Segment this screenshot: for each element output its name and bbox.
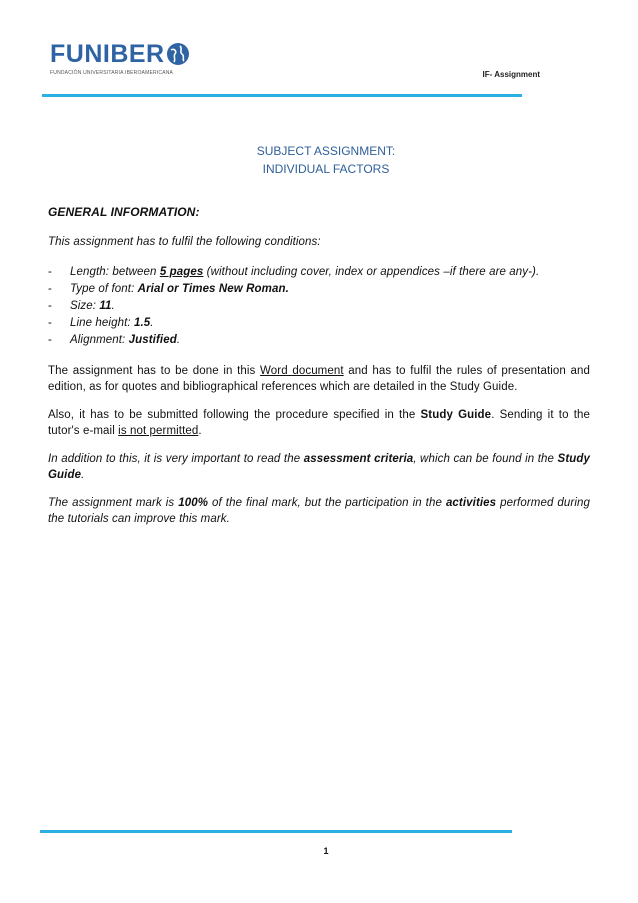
conditions-list bbox=[48, 264, 590, 349]
condition-text: Length: between bbox=[70, 266, 160, 278]
condition-text: . bbox=[176, 334, 181, 346]
paragraph-text: . bbox=[198, 425, 202, 437]
header-rule bbox=[42, 94, 522, 97]
condition-text: . bbox=[111, 300, 115, 312]
list-dash: - bbox=[48, 317, 52, 329]
paragraph-text: In addition to this, it is very important to read the bbox=[48, 453, 304, 465]
globe-icon bbox=[166, 42, 190, 66]
condition-text: Type of font: bbox=[70, 283, 138, 295]
condition-alignment bbox=[48, 332, 590, 349]
paragraph-bold: Study Guide bbox=[48, 453, 590, 481]
condition-length bbox=[48, 264, 590, 281]
list-dash: - bbox=[48, 334, 52, 346]
list-dash: - bbox=[48, 266, 52, 278]
condition-value: 11 bbox=[99, 300, 112, 312]
page-title bbox=[0, 142, 638, 178]
condition-text: Line height: bbox=[70, 317, 134, 329]
paragraph-text: , which can be found in the bbox=[413, 453, 558, 465]
title-line-2: INDIVIDUAL FACTORS bbox=[262, 162, 390, 176]
paragraph-word-document bbox=[48, 363, 590, 395]
paragraph-text: The assignment has to be done in this bbox=[48, 365, 261, 377]
condition-size bbox=[48, 298, 590, 315]
general-information-heading: GENERAL INFORMATION: bbox=[48, 205, 200, 219]
paragraph-text: and has to fulfil the rules of presentation and edition, as for quotes and bibliographical references which are detailed in the Study Guide. bbox=[48, 365, 590, 393]
paragraph-text: of the final mark, but the participation in the bbox=[208, 497, 446, 509]
paragraph-bold: assessment criteria bbox=[303, 453, 414, 465]
paragraph-bold: activities bbox=[445, 497, 497, 509]
paragraph-underline: is not permitted bbox=[118, 425, 199, 437]
logo-subtitle: FUNDACIÓN UNIVERSITARIA IBEROAMERICANA bbox=[50, 70, 174, 76]
condition-value: Arial or Times New Roman. bbox=[137, 283, 289, 295]
paragraph-submission bbox=[48, 407, 590, 439]
condition-font bbox=[48, 281, 590, 298]
condition-text: . bbox=[150, 317, 154, 329]
paragraph-text: . Sending it to the tutor's e-mail bbox=[48, 409, 590, 437]
condition-text: Size: bbox=[70, 300, 100, 312]
paragraph-text: performed during the tutorials can improve this mark. bbox=[48, 497, 590, 525]
word-document-link[interactable]: Word document bbox=[260, 365, 344, 377]
conditions-intro: This assignment has to fulfil the following conditions: bbox=[48, 236, 321, 248]
footer-rule bbox=[40, 830, 512, 833]
condition-text: (without including cover, index or appendices –if there are any-). bbox=[203, 266, 540, 278]
title-line-1: SUBJECT ASSIGNMENT: bbox=[256, 144, 396, 158]
condition-value: Justified bbox=[128, 334, 177, 346]
list-dash: - bbox=[48, 300, 52, 312]
paragraph-text: . bbox=[81, 469, 85, 481]
paragraph-bold: Study Guide bbox=[420, 409, 492, 421]
list-dash: - bbox=[48, 283, 52, 295]
logo-wordmark: FUNIBER bbox=[50, 40, 165, 68]
condition-line-height bbox=[48, 315, 590, 332]
funiber-logo bbox=[50, 40, 190, 82]
condition-value: 5 pages bbox=[159, 266, 204, 278]
paragraph-text: The assignment mark is bbox=[48, 497, 179, 509]
condition-value: 1.5 bbox=[133, 317, 151, 329]
paragraph-assessment bbox=[48, 451, 590, 483]
paragraph-text: Also, it has to be submitted following the procedure specified in the bbox=[48, 409, 421, 421]
document-body bbox=[48, 204, 590, 539]
document-code: IF- Assignment bbox=[482, 70, 540, 79]
page-number: 1 bbox=[323, 846, 329, 856]
condition-text: Alignment: bbox=[70, 334, 129, 346]
paragraph-bold: 100% bbox=[178, 497, 209, 509]
paragraph-mark bbox=[48, 495, 590, 527]
